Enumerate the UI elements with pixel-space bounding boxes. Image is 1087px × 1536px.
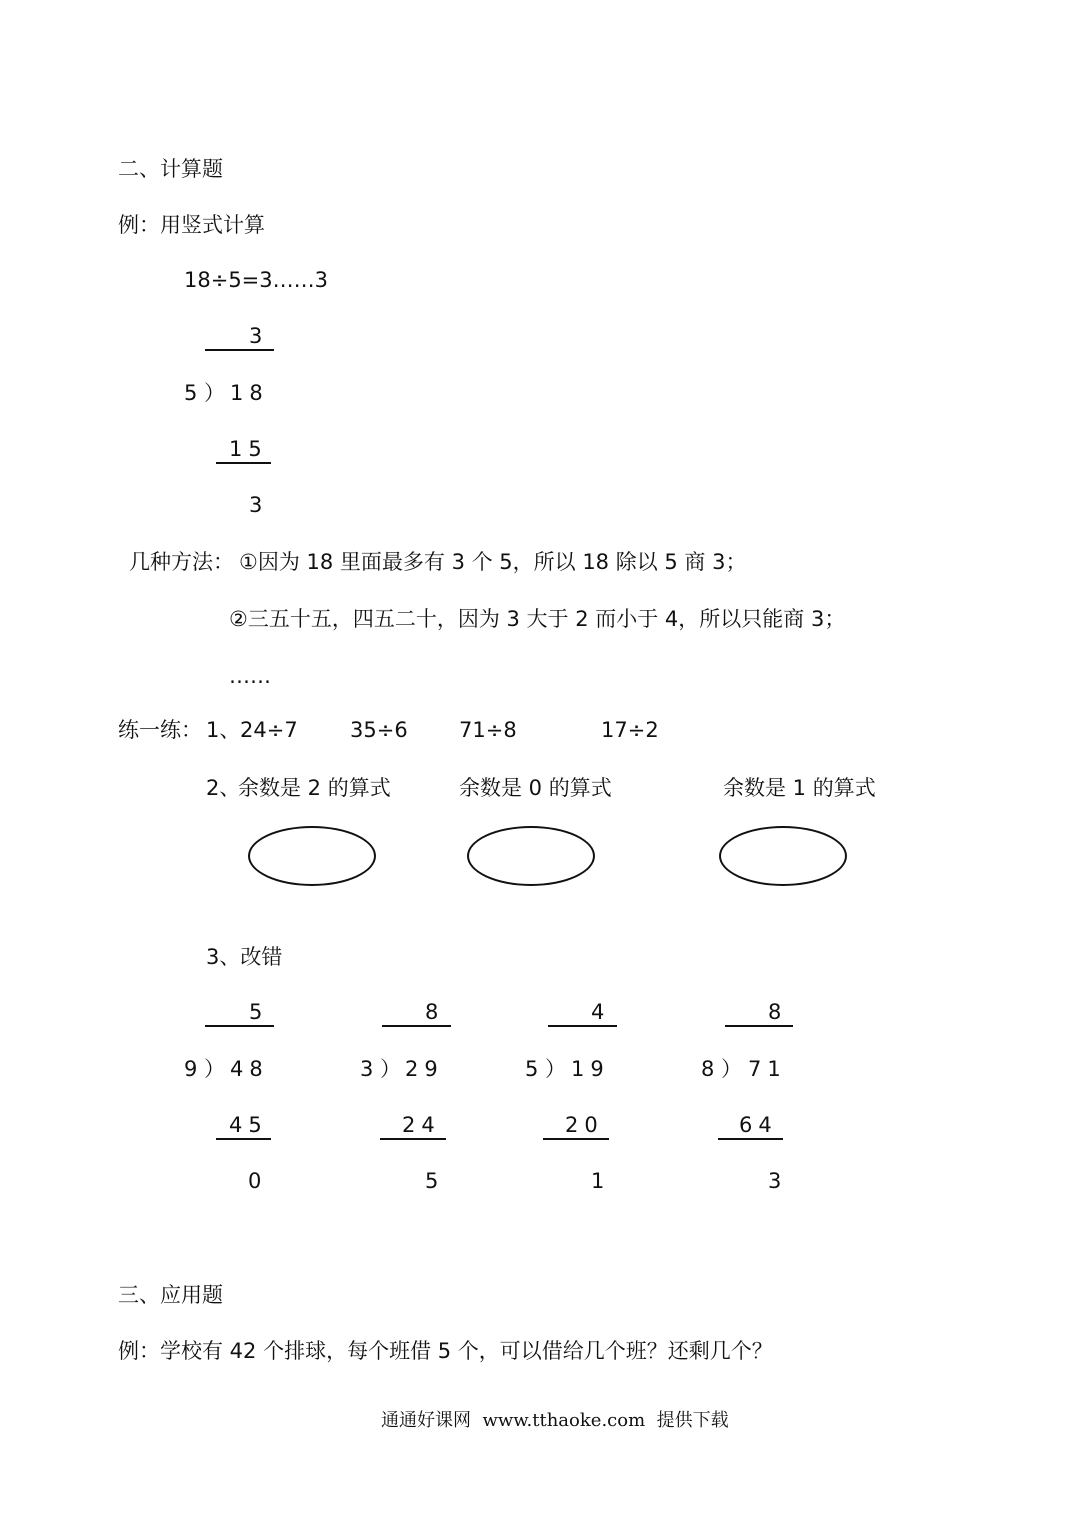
quotient: 5 [249,1000,263,1024]
footer-credit: 通通好课网 www.tthaoke.com 提供下载 [381,1410,729,1431]
product: 20 [565,1113,604,1137]
product-line [216,462,271,464]
divisor: 9 [184,1057,198,1081]
example-label: 例：用竖式计算 [118,213,265,237]
q3-title: 3、改错 [206,945,283,969]
practice-label: 练一练： [118,718,202,742]
ellipsis: …… [229,664,271,688]
division-bracket: ） [380,1057,401,1081]
quotient-line [205,1025,274,1027]
division-bracket: ） [545,1057,566,1081]
divisor: 5 [184,381,198,405]
quotient-line [382,1025,451,1027]
dividend: 29 [405,1057,444,1081]
dividend: 19 [571,1057,610,1081]
divisor: 3 [360,1057,374,1081]
q1-item-4: 17÷2 [601,718,659,742]
product: 45 [229,1113,268,1137]
quotient-line [205,349,274,351]
dividend: 48 [230,1057,269,1081]
q1-item-2: 35÷6 [350,718,408,742]
method-2: ②三五十五，四五二十，因为 3 大于 2 而小于 4，所以只能商 3； [229,607,846,631]
quotient-line [548,1025,617,1027]
division-bracket: ） [204,381,225,405]
product-line [216,1138,271,1140]
product-line [543,1138,609,1140]
divisor: 8 [701,1057,715,1081]
methods-label: 几种方法： [129,550,234,574]
section-2-title: 二、计算题 [118,157,223,181]
application-example: 例：学校有 42 个排球，每个班借 5 个，可以借给几个班？还剩几个？ [118,1339,773,1363]
quotient-line [725,1025,793,1027]
remainder: 0 [248,1169,262,1193]
q2-group-label-2: 余数是 0 的算式 [459,776,612,800]
dividend: 71 [748,1057,787,1081]
remainder: 3 [768,1169,782,1193]
remainder: 1 [591,1169,605,1193]
product-line [718,1138,783,1140]
product-line [380,1138,446,1140]
division-bracket: ） [204,1057,225,1081]
remainder: 3 [249,493,263,517]
quotient: 8 [425,1000,439,1024]
q1-prefix: 1、 [206,718,241,742]
answer-oval-1[interactable] [248,826,376,886]
product: 15 [229,437,268,461]
quotient: 3 [249,324,263,348]
q1-item-1: 24÷7 [240,718,298,742]
divisor: 5 [525,1057,539,1081]
remainder: 5 [425,1169,439,1193]
answer-oval-2[interactable] [467,826,595,886]
product: 24 [402,1113,441,1137]
q1-item-3: 71÷8 [459,718,517,742]
q2-group-label-1: 余数是 2 的算式 [238,776,391,800]
dividend: 18 [230,381,269,405]
division-bracket: ） [721,1057,742,1081]
answer-oval-3[interactable] [719,826,847,886]
section-3-title: 三、应用题 [118,1283,223,1307]
product: 64 [739,1113,778,1137]
quotient: 8 [768,1000,782,1024]
quotient: 4 [591,1000,605,1024]
method-1: ①因为 18 里面最多有 3 个 5，所以 18 除以 5 商 3； [239,550,747,574]
q2-group-label-3: 余数是 1 的算式 [723,776,876,800]
q2-prefix: 2、 [206,776,241,800]
example-equation: 18÷5=3……3 [184,268,328,292]
